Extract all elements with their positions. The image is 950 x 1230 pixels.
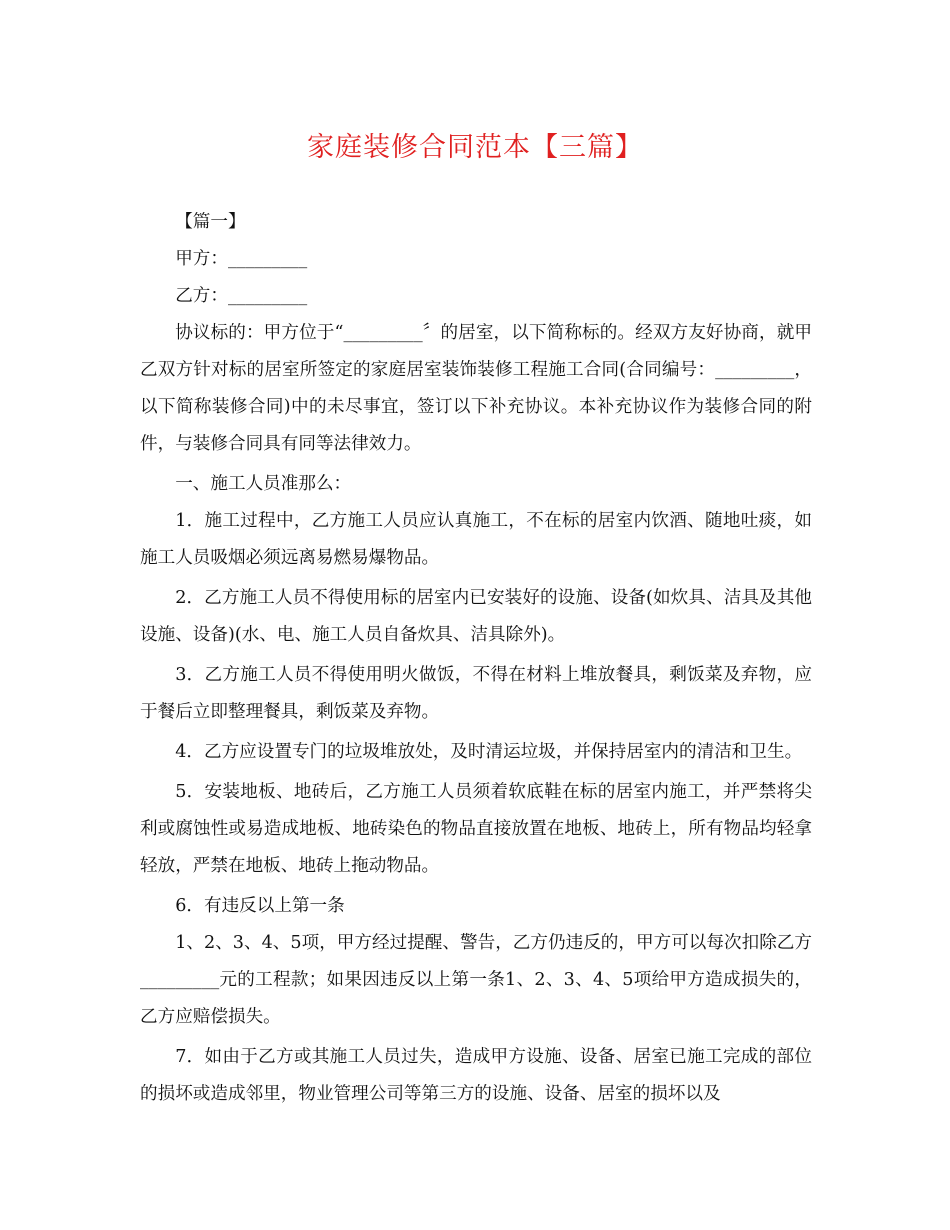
document-title: 家庭装修合同范本【三篇】 [307,132,643,163]
agreement-subject-paragraph: 协议标的：甲方位于“_________〞的居室，以下简称标的。经双方友好协商，就甲乙双方针对标的居室所签定的家庭居室装饰装修工程施工合同(合同编号：_________，以下简称装修合同)中的未尽事宜，签订以下补充协议。本补充协议作为装修合同的附件，与装修合同具有同等法律效力。 [140,323,812,454]
clause-item-2: 2．乙方施工人员不得使用标的居室内已安装好的设施、设备(如炊具、洁具及其他设施、设备)(水、电、施工人员自备炊具、洁具除外)。 [140,588,812,645]
document-body [140,204,812,1113]
section-heading: 【篇一】 [175,212,246,232]
clause-item-7: 7．如由于乙方或其施工人员过失，造成甲方设施、设备、居室已施工完成的部位的损坏或造成邻里，物业管理公司等第三方的设施、设备、居室的损坏以及 [140,1047,812,1104]
party-a-line: 甲方：_________ [175,249,308,269]
clause-item-5: 5．安装地板、地砖后，乙方施工人员须着软底鞋在标的居室内施工，并严禁将尖利或腐蚀性或易造成地板、地砖染色的物品直接放置在地板、地砖上，所有物品均轻拿轻放，严禁在地板、地砖上拖动物品。 [140,782,812,876]
party-b-line: 乙方：_________ [175,286,308,306]
clause-item-6-continued: 1、2、3、4、5项，甲方经过提醒、警告，乙方仍违反的，甲方可以每次扣除乙方_________元的工程款；如果因违反以上第一条1、2、3、4、5项给甲方造成损失的，乙方应赔偿损失。 [140,933,812,1027]
clause-item-1: 1．施工过程中，乙方施工人员应认真施工，不在标的居室内饮酒、随地吐痰，如施工人员吸烟必须远离易燃易爆物品。 [140,511,812,568]
clause-item-4: 4．乙方应设置专门的垃圾堆放处，及时清运垃圾，并保持居室内的清洁和卫生。 [175,742,803,762]
clause-item-3: 3．乙方施工人员不得使用明火做饭，不得在材料上堆放餐具，剩饭菜及弃物，应于餐后立即整理餐具，剩饭菜及弃物。 [140,665,812,722]
clause-heading: 一、施工人员准那么： [175,474,352,494]
clause-item-6: 6．有违反以上第一条 [175,896,345,916]
